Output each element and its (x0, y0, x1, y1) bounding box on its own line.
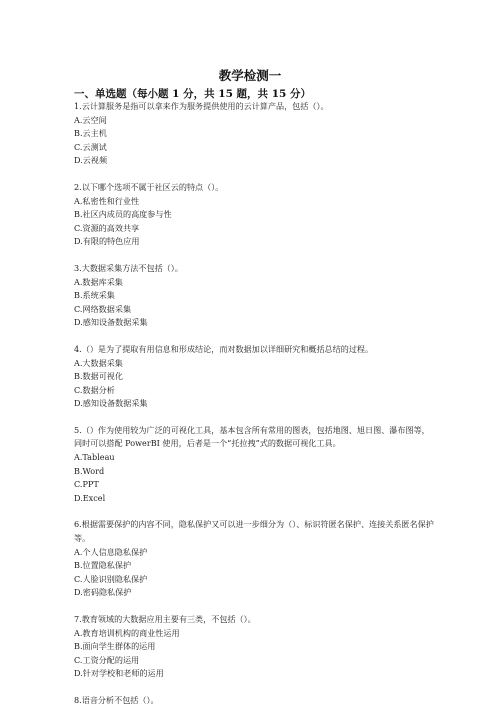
question-item (74, 424, 434, 506)
question-item (74, 262, 434, 330)
answer-option: B.Word (74, 465, 105, 476)
answer-option: D.针对学校和老师的运用 (74, 668, 164, 679)
question-stem: 6.根据需要保护的内容不同，隐私保护又可以进一步细分为（）、标识符匿名保护、连接关系匿名保护等。 (74, 519, 434, 544)
answer-option: B.位置隐私保护 (74, 560, 132, 571)
answer-option: C.网络数据采集 (74, 303, 132, 314)
answer-option: C.人脸识别隐私保护 (74, 573, 148, 584)
question-stem: 5.（）作为使用较为广泛的可视化工具，基本包含所有常用的图表，包括地图、旭日图、瀑布图等，同时可以搭配 PowerBI 使用，后者是一个“托拉拽”式的数据可视化工具。 (74, 424, 430, 449)
answer-option: B.系统采集 (74, 290, 115, 301)
answer-option: A.Tableau (74, 452, 115, 463)
answer-option: D.密码隐私保护 (74, 587, 132, 598)
answer-option: D.Excel (74, 492, 106, 503)
document-title: 教学检测一 (218, 68, 282, 83)
answer-option: A.数据库采集 (74, 276, 123, 287)
question-item (74, 613, 434, 681)
question-item (74, 343, 434, 411)
answer-option: A.教育培训机构的商业性运用 (74, 627, 180, 638)
answer-option: A.云空间 (74, 114, 107, 125)
answer-option: C.资源的高效共享 (74, 222, 140, 233)
question-stem: 1.云计算服务是指可以拿来作为服务提供使用的云计算产品，包括（）。 (74, 101, 329, 111)
answer-option: D.感知设备数据采集 (74, 317, 148, 328)
question-list (74, 100, 434, 721)
answer-option: D.云视频 (74, 155, 108, 166)
answer-option: A.个人信息隐私保护 (74, 546, 148, 557)
answer-option: A.大数据采集 (74, 357, 123, 368)
answer-option: D.感知设备数据采集 (74, 398, 148, 409)
section-heading: 一、单选题（每小题 1 分，共 15 题，共 15 分） (74, 88, 311, 100)
question-item (74, 100, 434, 168)
question-stem: 7.教育领域的大数据应用主要有三类，不包括（）。 (74, 614, 256, 624)
answer-option: B.数据可视化 (74, 371, 123, 382)
answer-option: A.私密性和行业性 (74, 195, 140, 206)
answer-option: C.数据分析 (74, 384, 115, 395)
question-item (74, 181, 434, 249)
question-stem: 2.以下哪个选项不属于社区云的特点（）。 (74, 181, 224, 192)
answer-option: B.云主机 (74, 128, 107, 139)
question-stem: 4.（）是为了提取有用信息和形成结论，而对数据加以详细研究和概括总结的过程。 (74, 343, 374, 354)
answer-option: B.社区内成员的高度参与性 (74, 209, 172, 220)
answer-option: C.PPT (74, 479, 99, 490)
answer-option: C.工资分配的运用 (74, 654, 140, 665)
question-item (74, 518, 434, 600)
question-stem: 8.语音分析不包括（）。 (74, 694, 159, 705)
question-item (74, 694, 434, 708)
answer-option: C.云测试 (74, 141, 107, 152)
answer-option: B.面向学生群体的运用 (74, 641, 156, 652)
answer-option: D.有限的特色应用 (74, 236, 140, 247)
question-stem: 3.大数据采集方法不包括（）。 (74, 262, 183, 273)
